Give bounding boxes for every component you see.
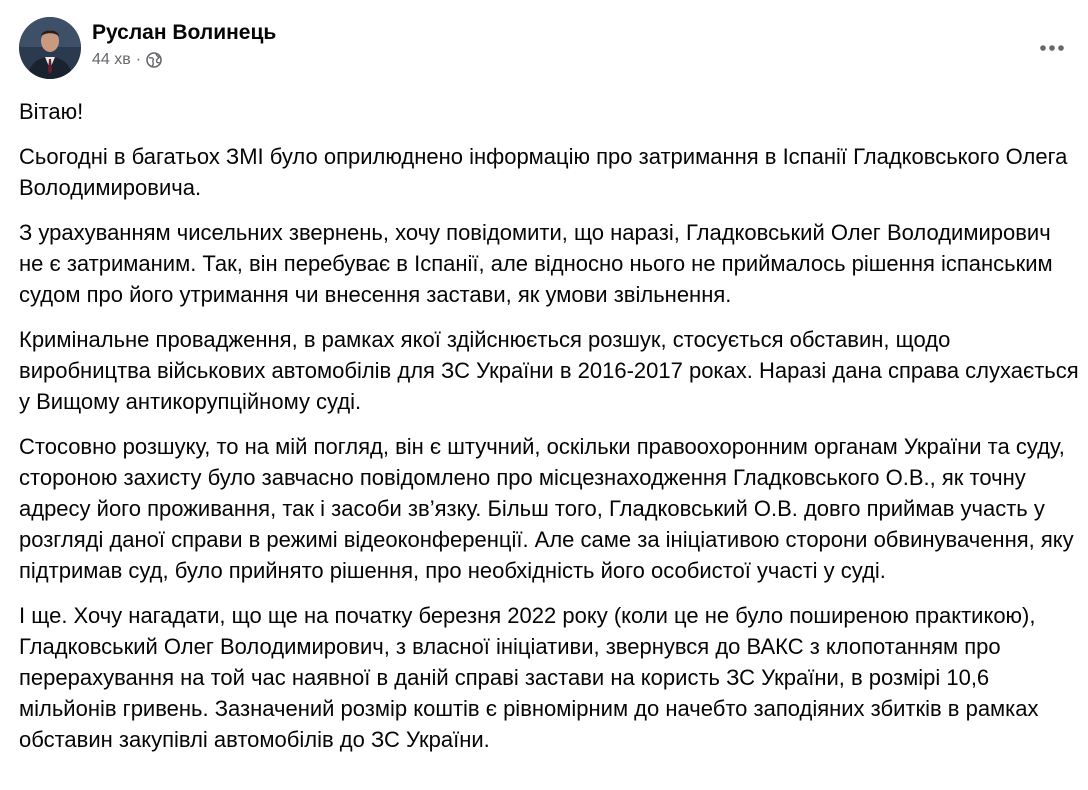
post-paragraph: Кримінальне провадження, в рамках якої здійснюється розшук, стосується обставин, щодо виробництва військових автомобілів для ЗС України в 2016-2017 роках. Наразі дана справа слухається у Вищому антикорупційному суді. — [19, 327, 1079, 414]
separator: · — [135, 51, 142, 68]
post-meta — [92, 17, 276, 70]
post-paragraph: Стосовно розшуку, то на мій погляд, він є штучний, оскільки правоохоронним органам України та суду, стороною захисту було завчасно повідомлено про місцезнаходження Гладковського О.В., як точну адресу його проживання, так і засоби зв’язку. Більш того, Гладковський О.В. довго приймав участь у розгляді даної справи в режимі відеоконференції. Але саме за ініціативою сторони обвинувачення, яку підтримав суд, було прийнято рішення, про необхідність його особистої участі у суді. — [19, 434, 1074, 583]
avatar-image — [19, 17, 81, 79]
post-timestamp[interactable]: 44 хв — [92, 51, 131, 68]
post-body — [19, 96, 1079, 769]
author-name[interactable]: Руслан Волинець — [92, 21, 277, 44]
post-paragraph: Сьогодні в багатьох ЗМІ було оприлюднено інформацію про затримання в Іспанії Гладковського Олега Володимировича. — [19, 144, 1068, 200]
post-paragraph: З урахуванням чисельних звернень, хочу повідомити, що наразі, Гладковський Олег Володимирович не є затриманим. Так, він перебуває в Іспанії, але відносно нього не приймалось рішення іспанським судом про його утримання чи внесення застави, як умови звільнення. — [19, 220, 1053, 307]
post-paragraph: І ще. Хочу нагадати, що ще на початку березня 2022 року (коли це не було поширеною практикою), Гладковський Олег Володимирович, з власної ініціативи, звернувся до ВАКС з клопотанням про перерахування на той час наявної в даній справі застави на користь ЗС України, в розмірі 10,6 мільйонів гривень. Зазначений розмір коштів є рівномірним до начебто заподіяних збитків в рамках обставин закупівлі автомобілів до ЗС України. — [19, 603, 1039, 752]
post-header — [19, 17, 276, 79]
post-paragraph: Вітаю! — [19, 99, 84, 124]
more-horizontal-icon — [1039, 44, 1065, 52]
post-subline — [92, 50, 276, 70]
avatar[interactable] — [19, 17, 81, 79]
more-options-button[interactable] — [1032, 30, 1072, 66]
globe-icon[interactable] — [146, 52, 162, 68]
